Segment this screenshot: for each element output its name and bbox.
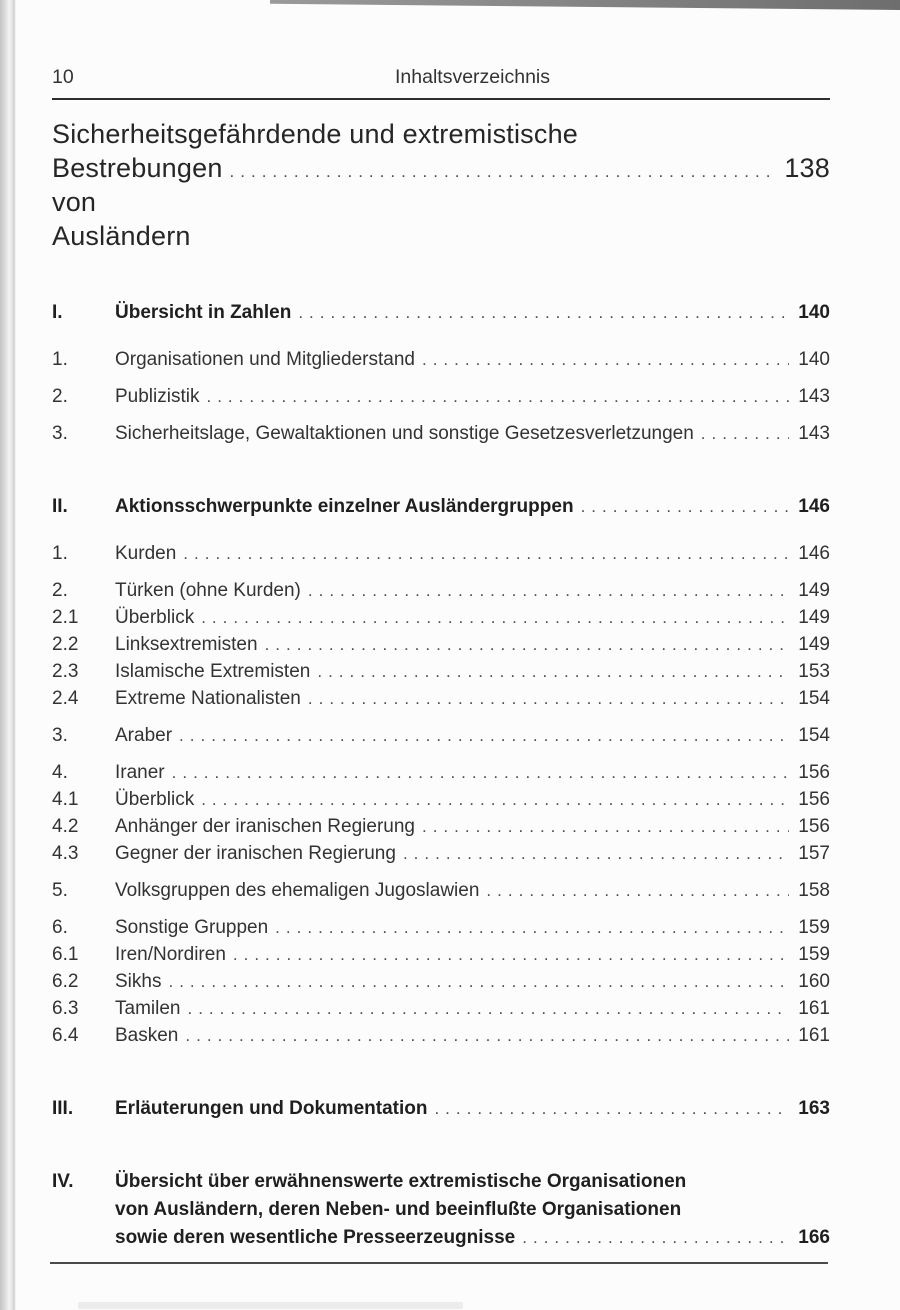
dot-leader bbox=[265, 631, 790, 658]
toc-entry-label: Erläuterungen und Dokumentation bbox=[115, 1098, 428, 1119]
scan-artifact-top-edge bbox=[270, 0, 900, 10]
toc-entry-label: Türken (ohne Kurden) bbox=[115, 580, 301, 601]
toc-entry-label: Iren/Nordiren bbox=[115, 944, 226, 965]
toc-entry-iv bbox=[52, 1168, 830, 1252]
toc-entry-number: 2.3 bbox=[52, 661, 79, 682]
header-rule bbox=[52, 98, 830, 100]
toc-entry-label: Araber bbox=[115, 725, 173, 746]
toc-entry-page: 154 bbox=[798, 688, 830, 709]
toc-entry-label: Übersicht in Zahlen bbox=[115, 302, 292, 323]
toc-entry-5 bbox=[52, 877, 830, 904]
toc-entry-label: Islamische Extremisten bbox=[115, 661, 311, 682]
toc-entry-6-3 bbox=[52, 995, 830, 1022]
toc-entry-number: 6.2 bbox=[52, 971, 79, 992]
dot-leader bbox=[308, 685, 789, 712]
toc-entry-number: 6.1 bbox=[52, 944, 79, 965]
toc-entry-ii bbox=[52, 493, 830, 520]
toc-entry-page: 160 bbox=[798, 971, 830, 992]
toc-entry-label: Publizistik bbox=[115, 386, 200, 407]
dot-leader bbox=[581, 493, 790, 520]
toc-entry-page: 158 bbox=[798, 880, 830, 901]
toc-entry-number: II. bbox=[52, 496, 68, 517]
toc-entry-number: 4. bbox=[52, 762, 68, 783]
dot-leader bbox=[230, 155, 776, 189]
chapter-title-line1: Sicherheitsgefährdende und extremistische bbox=[52, 119, 578, 149]
toc-entry-label: Sicherheitslage, Gewaltaktionen und sonstige Gesetzesverletzungen bbox=[115, 423, 694, 444]
toc-entry-number: 4.3 bbox=[52, 843, 79, 864]
header-page-number: 10 bbox=[52, 66, 74, 88]
footer-rule bbox=[50, 1262, 828, 1264]
toc-entry-page: 161 bbox=[798, 998, 830, 1019]
toc-entry-page: 146 bbox=[798, 543, 830, 564]
toc-entry-2-4 bbox=[52, 685, 830, 712]
toc-entry-label-block bbox=[115, 1168, 830, 1252]
toc-entry-label: Volksgruppen des ehemaligen Jugoslawien bbox=[115, 880, 480, 901]
toc-entry-page: 149 bbox=[798, 607, 830, 628]
toc-entry-label: Linksextremisten bbox=[115, 634, 258, 655]
scan-artifact-left-edge bbox=[0, 0, 16, 1310]
dot-leader bbox=[206, 383, 789, 410]
toc-entry-page: 149 bbox=[798, 580, 830, 601]
toc-entry-number: 2.1 bbox=[52, 607, 79, 628]
toc-entry-number: 1. bbox=[52, 543, 68, 564]
chapter-title-page-number: 138 bbox=[784, 153, 830, 183]
toc-entry-label: Organisationen und Mitgliederstand bbox=[115, 349, 415, 370]
toc-entry-label: Iraner bbox=[115, 762, 165, 783]
toc-entry-page: 159 bbox=[798, 944, 830, 965]
dot-leader bbox=[201, 604, 789, 631]
dot-leader bbox=[422, 813, 789, 840]
toc-entry-number: 3. bbox=[52, 423, 68, 444]
toc-entry-i bbox=[52, 299, 830, 326]
dot-leader bbox=[275, 914, 789, 941]
chapter-title bbox=[52, 117, 830, 253]
toc-entry-label: Extreme Nationalisten bbox=[115, 688, 301, 709]
toc-entry-number: 2. bbox=[52, 580, 68, 601]
toc-entry-page: 140 bbox=[798, 302, 830, 323]
toc-entry-page: 146 bbox=[798, 496, 830, 517]
dot-leader bbox=[168, 968, 789, 995]
toc-entry-page: 156 bbox=[798, 789, 830, 810]
toc-entry-page: 166 bbox=[798, 1227, 830, 1248]
dot-leader bbox=[183, 540, 789, 567]
toc-entry-number: 3. bbox=[52, 725, 68, 746]
toc-entry-2-3 bbox=[52, 658, 830, 685]
toc-entry-4 bbox=[52, 759, 830, 786]
toc-entry-page: 163 bbox=[798, 1098, 830, 1119]
toc-entry-2 bbox=[52, 383, 830, 410]
toc-entry-number: 2.2 bbox=[52, 634, 79, 655]
toc-list bbox=[52, 253, 830, 1252]
toc-entry-number: 2. bbox=[52, 386, 68, 407]
toc-entry-page: 157 bbox=[798, 843, 830, 864]
toc-entry-6-2 bbox=[52, 968, 830, 995]
toc-entry-2-2 bbox=[52, 631, 830, 658]
toc-entry-iii bbox=[52, 1095, 830, 1122]
toc-entry-label: Kurden bbox=[115, 543, 177, 564]
dot-leader bbox=[522, 1224, 789, 1252]
chapter-title-line2 bbox=[52, 151, 830, 253]
page-header bbox=[52, 66, 830, 89]
toc-entry-number: I. bbox=[52, 302, 63, 323]
dot-leader bbox=[201, 786, 789, 813]
toc-entry-label: Tamilen bbox=[115, 998, 181, 1019]
dot-leader bbox=[434, 1095, 789, 1122]
toc-entry-label: Anhänger der iranischen Regierung bbox=[115, 816, 415, 837]
toc-entry-4-3 bbox=[52, 840, 830, 867]
toc-entry-number: 4.1 bbox=[52, 789, 79, 810]
toc-entry-number: 1. bbox=[52, 349, 68, 370]
toc-entry-4-2 bbox=[52, 813, 830, 840]
toc-entry-1 bbox=[52, 540, 830, 567]
dot-leader bbox=[172, 759, 790, 786]
dot-leader bbox=[403, 840, 789, 867]
page-content bbox=[52, 66, 830, 1252]
toc-entry-number: 2.4 bbox=[52, 688, 79, 709]
toc-entry-label: Überblick bbox=[115, 789, 195, 810]
dot-leader bbox=[185, 1022, 789, 1049]
toc-entry-page: 149 bbox=[798, 634, 830, 655]
dot-leader bbox=[486, 877, 789, 904]
toc-entry-3 bbox=[52, 722, 830, 749]
chapter-title-line2-text: Bestrebungen von Ausländern bbox=[52, 153, 223, 251]
toc-entry-number: 6.4 bbox=[52, 1025, 79, 1046]
toc-entry-number: 4.2 bbox=[52, 816, 79, 837]
toc-entry-number: IV. bbox=[52, 1171, 74, 1192]
toc-entry-4-1 bbox=[52, 786, 830, 813]
dot-leader bbox=[701, 420, 790, 447]
toc-entry-page: 159 bbox=[798, 917, 830, 938]
toc-entry-number: III. bbox=[52, 1098, 74, 1119]
toc-entry-label-line: von Ausländern, deren Neben- und beeinflußte Organisationen bbox=[115, 1199, 682, 1220]
toc-entry-page: 143 bbox=[798, 423, 830, 444]
toc-entry-6 bbox=[52, 914, 830, 941]
dot-leader bbox=[308, 577, 789, 604]
toc-entry-label-lastline bbox=[115, 1224, 830, 1252]
toc-entry-2 bbox=[52, 577, 830, 604]
toc-entry-label: Aktionsschwerpunkte einzelner Ausländergruppen bbox=[115, 496, 574, 517]
toc-entry-number: 5. bbox=[52, 880, 68, 901]
toc-entry-number: 6.3 bbox=[52, 998, 79, 1019]
scan-artifact-bottom-smudge bbox=[78, 1302, 463, 1309]
toc-entry-1 bbox=[52, 346, 830, 373]
toc-entry-label: Sikhs bbox=[115, 971, 162, 992]
toc-entry-page: 154 bbox=[798, 725, 830, 746]
toc-entry-label: Sonstige Gruppen bbox=[115, 917, 269, 938]
toc-entry-label-line: Übersicht über erwähnenswerte extremistische Organisationen bbox=[115, 1171, 687, 1192]
toc-entry-label-line: sowie deren wesentliche Presseerzeugnisse bbox=[115, 1227, 516, 1248]
toc-entry-2-1 bbox=[52, 604, 830, 631]
toc-entry-label: Gegner der iranischen Regierung bbox=[115, 843, 396, 864]
toc-entry-number: 6. bbox=[52, 917, 68, 938]
toc-entry-page: 161 bbox=[798, 1025, 830, 1046]
toc-entry-6-1 bbox=[52, 941, 830, 968]
dot-leader bbox=[422, 346, 789, 373]
dot-leader bbox=[233, 941, 789, 968]
toc-entry-page: 143 bbox=[798, 386, 830, 407]
toc-entry-page: 153 bbox=[798, 661, 830, 682]
dot-leader bbox=[317, 658, 789, 685]
dot-leader bbox=[179, 722, 789, 749]
toc-entry-page: 140 bbox=[798, 349, 830, 370]
dot-leader bbox=[298, 299, 789, 326]
toc-entry-label: Basken bbox=[115, 1025, 179, 1046]
toc-entry-3 bbox=[52, 420, 830, 447]
toc-entry-page: 156 bbox=[798, 762, 830, 783]
dot-leader bbox=[187, 995, 789, 1022]
toc-entry-page: 156 bbox=[798, 816, 830, 837]
toc-entry-label: Überblick bbox=[115, 607, 195, 628]
header-title: Inhaltsverzeichnis bbox=[395, 66, 550, 88]
toc-entry-6-4 bbox=[52, 1022, 830, 1049]
